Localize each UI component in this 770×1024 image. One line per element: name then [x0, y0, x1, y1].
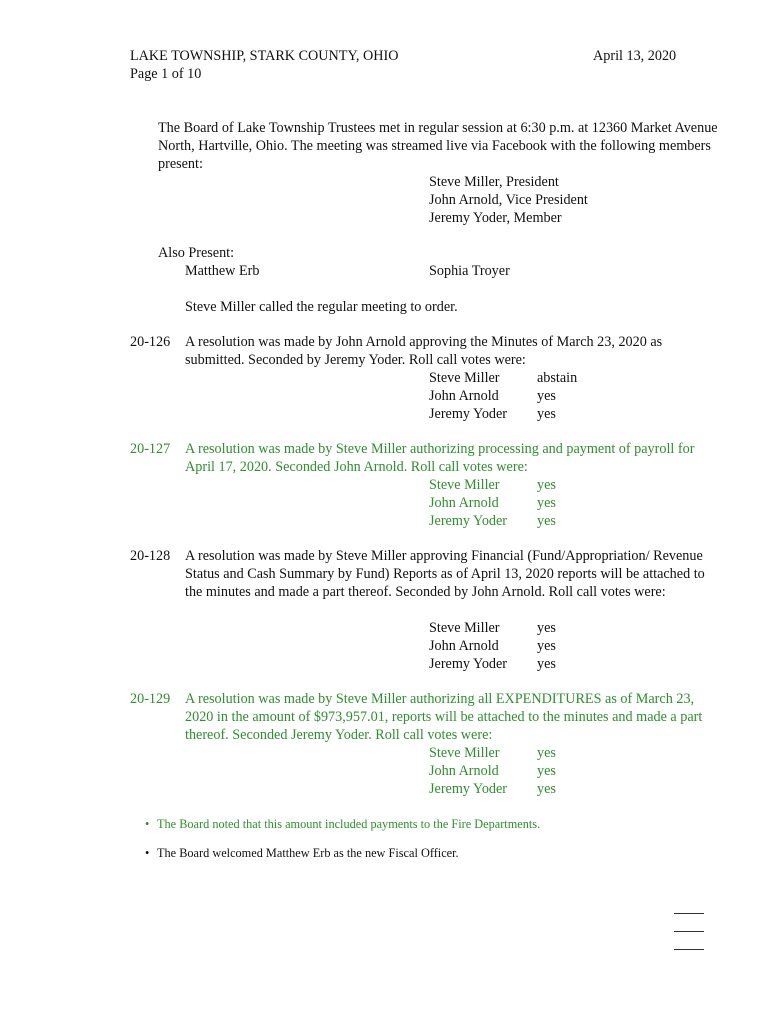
vote-name: Jeremy Yoder	[429, 406, 508, 422]
vote-name: John Arnold	[429, 763, 499, 779]
bullet-icon: •	[145, 817, 150, 831]
vote-value: yes	[537, 406, 556, 422]
meeting-date: April 13, 2020	[593, 48, 677, 64]
resolution-number: 20-126	[130, 334, 171, 350]
vote-value: yes	[537, 477, 556, 493]
vote-name: Steve Miller	[429, 620, 500, 636]
intro-paragraph: The Board of Lake Township Trustees met in regular session at 6:30 p.m. at 12360 Market Avenue North, Hartville, Ohio. The meeting was streamed live via Facebook with the following members present:	[158, 120, 718, 172]
vote-name: Steve Miller	[429, 477, 500, 493]
resolution-text: A resolution was made by Steve Miller authorizing processing and payment of payroll for April 17, 2020. Seconded John Arnold. Roll call votes were:	[185, 441, 695, 475]
vote-value: yes	[537, 781, 556, 797]
vote-value: yes	[537, 745, 556, 761]
vote-name: Steve Miller	[429, 745, 500, 761]
vote-value: yes	[537, 495, 556, 511]
vote-value: yes	[537, 388, 556, 404]
vote-name: John Arnold	[429, 495, 499, 511]
vote-value: yes	[537, 656, 556, 672]
initial-line	[674, 949, 704, 950]
vote-name: Jeremy Yoder	[429, 781, 508, 797]
also-present-name: Matthew Erb	[185, 263, 260, 279]
resolution-text: A resolution was made by John Arnold approving the Minutes of March 23, 2020 as submitted. Seconded by Jeremy Yoder. Roll call votes were:	[185, 334, 663, 368]
vote-value: yes	[537, 513, 556, 529]
bullet-icon: •	[145, 846, 150, 860]
note-item	[145, 816, 540, 832]
also-present-label: Also Present:	[158, 245, 235, 261]
document-title: LAKE TOWNSHIP, STARK COUNTY, OHIO	[130, 48, 399, 64]
also-present-name: Sophia Troyer	[429, 263, 510, 279]
page-number: Page 1 of 10	[130, 66, 202, 82]
initial-line	[674, 913, 704, 914]
resolution-number: 20-129	[130, 691, 171, 707]
member-present: John Arnold, Vice President	[429, 192, 588, 208]
resolution-number: 20-128	[130, 548, 171, 564]
vote-name: John Arnold	[429, 638, 499, 654]
resolution-text: A resolution was made by Steve Miller authorizing all EXPENDITURES as of March 23, 2020 in the amount of $973,957.01, reports will be attached to the minutes and made a part thereof. Seconded Jeremy Yoder. Roll call votes were:	[185, 691, 703, 743]
vote-value: yes	[537, 638, 556, 654]
resolution-text: A resolution was made by Steve Miller approving Financial (Fund/Appropriation/ Revenue Status and Cash Summary by Fund) Reports as of April 13, 2020 reports will be attached to the minutes and made a part thereof. Seconded by John Arnold. Roll call votes were:	[185, 548, 705, 600]
vote-value: yes	[537, 620, 556, 636]
vote-name: Jeremy Yoder	[429, 656, 508, 672]
call-to-order: Steve Miller called the regular meeting to order.	[185, 299, 458, 315]
initial-line	[674, 931, 704, 932]
vote-name: Steve Miller	[429, 370, 500, 386]
note-text: The Board welcomed Matthew Erb as the new Fiscal Officer.	[157, 846, 459, 860]
note-item	[145, 845, 459, 861]
note-text: The Board noted that this amount included payments to the Fire Departments.	[157, 817, 541, 831]
member-present: Steve Miller, President	[429, 174, 559, 190]
member-present: Jeremy Yoder, Member	[429, 210, 562, 226]
vote-name: John Arnold	[429, 388, 499, 404]
vote-name: Jeremy Yoder	[429, 513, 508, 529]
resolution-number: 20-127	[130, 441, 171, 457]
vote-value: yes	[537, 763, 556, 779]
vote-value: abstain	[537, 370, 578, 386]
